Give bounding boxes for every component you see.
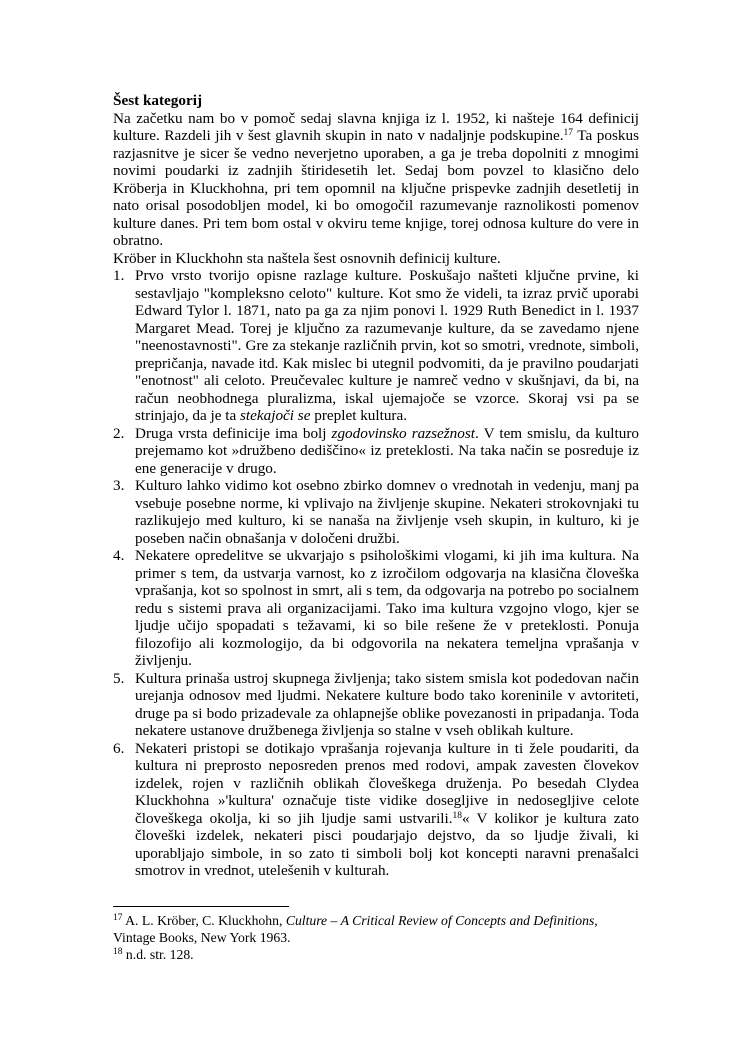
footnote-17-text: A. L. Kröber, C. Kluckhohn, [122,913,286,928]
item-text: Kultura prinaša ustroj skupnega življenja; tako sistem smisla kot podedovan način urejanja odnosov med ljudmi. Nekatere kulture bodo tako koreninile v avtoriteti, druge pa si bodo prizadevale za ohlapnejše oblike povezanosti in pripadanja. Toda nekatere ustanove družbenega življenja so stalne v vseh oblikah kulture. [135,669,639,739]
footnote-17-book-title: Culture – A Critical Review of Concepts and Definitions [285,913,595,928]
item-text: « V kolikor je kultura zato človeški izdelek, nekateri pisci poudarjajo dejstvo, da so ljudje živali, ki uporabljajo simbole, in so zato ti simboli bolj kot koncepti naravni prenašalci smotrov in vrednot, utelešenih v kulturah. [135,809,639,879]
item-text: . V tem smislu, da kulturo prejemamo kot »družbeno dediščino« iz preteklosti. Na taka način se posreduje iz ene generacije v drugo. [135,424,639,477]
list-item-2 [113,425,639,478]
item-text: Prvo vrsto tvorijo opisne razlage kulture. Poskušajo našteti ključne prvine, ki sestavljajo "kompleksno celoto" kulture. Kot smo že videli, ta izraz prvič uporabi Edward Tylor l. 1871, nato pa ga za njim ponovi l. 1929 Ruth Benedict in l. 1937 Margaret Mead. Torej je ključno za razumevanje kulture, da se zavedamo njene "neenostavnosti". Gre za stekanje različnih prvin, kot so smotri, vrednote, simboli, prepričanja, navade itd. Kak mislec bi utegnil podvomiti, da je pravilno poudarjati "enotnost" ali celoto. Preučevalec kulture je namreč vedno v skušnjavi, da bi, na račun neobhodnega pluralizma, iskal ujemajoče se vzorce. Skoraj vsi pa se strinjajo, da je ta [135,267,639,424]
intro-paragraph [113,110,639,250]
list-item-1 [113,267,639,425]
page-body [113,92,639,880]
lead-sentence: Kröber in Kluckhohn sta naštela šest osnovnih definicij kulture. [113,249,501,267]
item-text: Kulturo lahko vidimo kot osebno zbirko domnev o vrednotah in vedenju, manj pa vsebuje posebne norme, ki vplivajo na življenje skupine. Nekateri strokovnjaki tu razlikujejo med kulturo, ki se nanaša na življenje vseh skupin, in kulturo, ki je poseben način obnašanja v določeni družbi. [135,477,639,547]
footnote-17-text: , Vintage Books, New York 1963. [113,913,598,945]
item-text: preplet kultura. [310,407,408,424]
footnotes-section [113,906,639,963]
page-title: Šest kategorij [113,92,202,109]
footnote-17-number: 17 [113,913,123,923]
intro-text-before: Na začetku nam bo v pomoč sedaj slavna knjiga iz l. 1952, ki našteje 164 definicij kulture. Razdeli jih v šest glavnih skupin in nato v nadaljnje podskupine. [113,109,639,144]
item-text: Nekatere opredelitve se ukvarjajo s psihološkimi vlogami, ki jih ima kultura. Na primer s tem, da ustvarja varnost, ko z izročilom odgovarja na klasična človeška vprašanja, kot so spolnost in smrt, ali s tem, da odgovarja na potrebo po socialnem redu s sistemi prava ali organizacijami. Tako ima kultura vzgojno vlogo, kjer se ljudje učijo spopadati s težavami, ki so bile rešene že v preteklosti. Ponuja filozofijo ali kozmologijo, da bi odgovorila na nekatera temeljna vprašanja v življenju. [135,547,639,669]
footnote-18-text: n.d. str. 128. [122,947,194,962]
footnote-ref-17: 17 [563,128,574,138]
list-item-4 [113,547,639,670]
footnote-17 [113,912,639,946]
item-text: Nekateri pristopi se dotikajo vprašanja rojevanja kulture in ti žele poudariti, da kultura ni preprosto neposreden prenos med rodovi, ampak zavesten človekov izdelek, rojen v različnih oblikah človeškega druženja. Po besedah Clydea Kluckhohna »'kultura' označuje tiste vidike dosegljive in nedosegljive celote človeškega okolja, ki so jih ljudje sami ustvarili. [135,739,639,827]
list-item-3 [113,477,639,547]
footnote-18 [113,946,639,963]
item-italic-text: stekajoči se [240,407,311,424]
list-item-6 [113,740,639,880]
footnote-separator [113,906,289,907]
intro-text-after: Ta poskus razjasnitve je sicer še vedno neverjetno uporaben, a ga je treba dopolniti z mnogimi novimi poudarki iz zadnjih štiridesetih let. Sedaj bom povzel to klasično delo Kröberja in Kluckhohna, pri tem opomnil na ključne prispevke zadnjih desetletij in nato orisal posodobljen model, ki bo omogočil razumevanje raznolikosti pomenov kulture danes. Pri tem bom ostal v okviru teme knjige, torej odnosa kulture do vere in obratno. [113,127,639,249]
item-text: Druga vrsta definicije ima bolj [135,424,332,442]
item-italic-text: zgodovinsko razsežnost [331,424,475,442]
footnote-18-number: 18 [113,947,123,957]
footnote-ref-18: 18 [452,810,463,821]
list-item-5 [113,670,639,740]
definitions-list [113,267,639,880]
